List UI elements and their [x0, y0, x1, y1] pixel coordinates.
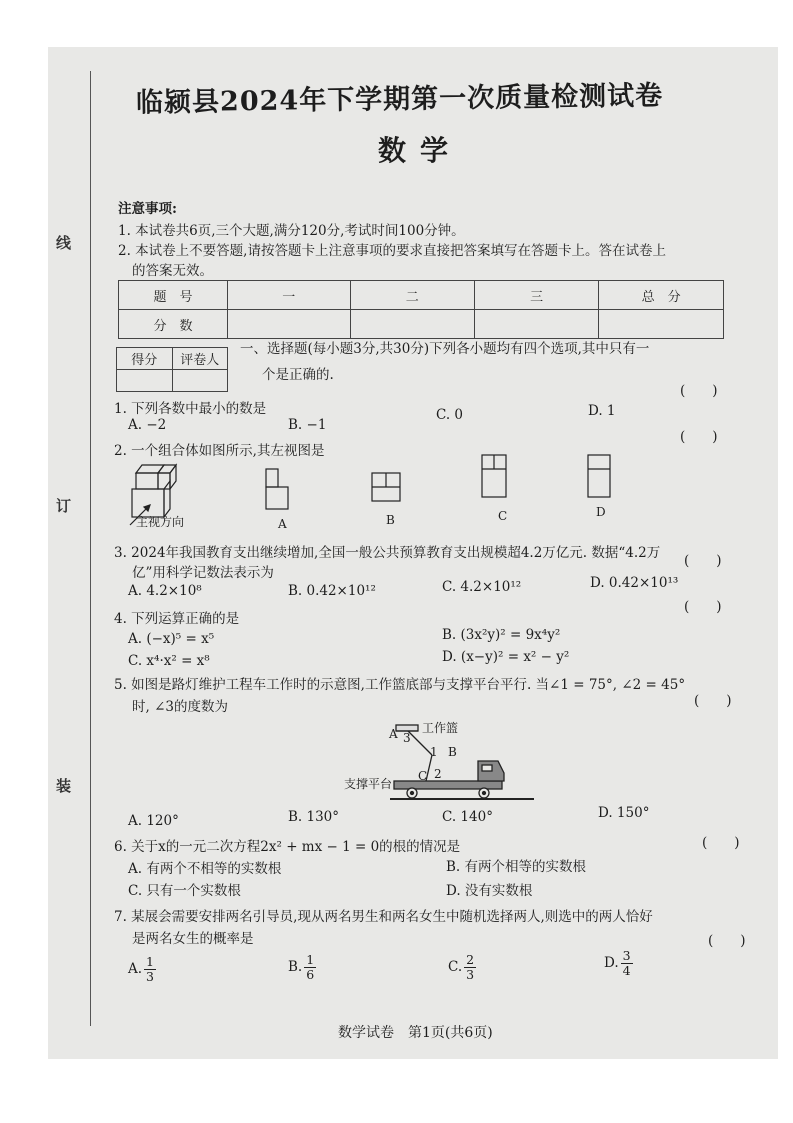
- section1-instruction: 一、选择题(每小题3分,共30分)下列各小题均有四个选项,其中只有一: [240, 341, 650, 357]
- q1-option-d: D. 1: [588, 403, 616, 419]
- q5-angle-3-label: 3: [403, 731, 411, 745]
- q7-option-d: [604, 949, 633, 978]
- q7-option-c-fraction: [464, 953, 476, 982]
- q1-stem: 1. 下列各数中最小的数是: [114, 401, 267, 417]
- q7-option-a-denominator: 3: [146, 969, 154, 984]
- q4-option-c: C. x⁴·x² = x⁸: [128, 653, 210, 669]
- q7-stem: 7. 某展会需要安排两名引导员,现从两名男生和两名女生中随机选择两人,则选中的两人恰好: [114, 909, 653, 925]
- q4-answer-paren: ( ): [684, 599, 722, 615]
- q7-option-d-fraction: [621, 949, 633, 978]
- score-table-row-label: 分 数: [119, 310, 228, 339]
- score-cell-2: [350, 310, 474, 339]
- score-table-header-3: 三: [474, 281, 598, 310]
- q7-stem-cont: 是两名女生的概率是: [132, 931, 254, 947]
- score-cell-total: [599, 310, 724, 339]
- q5-platform-label: 支撑平台: [344, 777, 393, 791]
- q5-stem: 5. 如图是路灯维护工程车工作时的示意图,工作篮底部与支撑平台平行. 当∠1 = 75°, ∠2 = 45°: [114, 677, 686, 693]
- q2-option-c-figure: [480, 453, 510, 503]
- q2-option-b-figure: [370, 471, 402, 505]
- q4-option-b: B. (3x²y)² = 9x⁴y²: [442, 627, 561, 643]
- margin-label-xian: 线: [56, 234, 72, 252]
- q2-option-d-label: D: [596, 505, 606, 519]
- q5-angle-1-label: 1: [430, 745, 438, 759]
- notice-item-1: 1. 本试卷共6页,三个大题,满分120分,考试时间100分钟。: [118, 223, 465, 239]
- q7-option-c-numerator: 2: [466, 952, 475, 967]
- q5-point-b-label: B: [448, 745, 457, 759]
- notice-item-2-cont: 的答案无效。: [132, 263, 213, 279]
- grader-score-label: 得分: [117, 348, 173, 370]
- q6-option-c: C. 只有一个实数根: [128, 883, 241, 899]
- q5-angle-2-label: 2: [434, 767, 442, 781]
- score-table-header-label: 题 号: [119, 281, 228, 310]
- exam-paper: [48, 47, 778, 1059]
- q7-option-d-letter: D.: [604, 955, 619, 971]
- q5-option-c: C. 140°: [442, 809, 493, 825]
- score-table-header-total: 总 分: [599, 281, 724, 310]
- q7-option-b-letter: B.: [288, 959, 303, 975]
- q2-option-a-figure: [262, 467, 292, 511]
- q6-option-a: A. 有两个不相等的实数根: [128, 861, 282, 877]
- q3-option-b: B. 0.42×10¹²: [288, 583, 376, 599]
- q7-option-c: [448, 953, 476, 982]
- q3-option-d: D. 0.42×10¹³: [590, 575, 679, 591]
- q2-answer-paren: ( ): [680, 429, 718, 445]
- q3-stem: 3. 2024年我国教育支出继续增加,全国一般公共预算教育支出规模超4.2万亿元. 数据“4.2万: [114, 545, 661, 561]
- q2-view-direction-label: 主视方向: [136, 515, 185, 529]
- q3-option-c: C. 4.2×10¹²: [442, 579, 522, 595]
- q2-option-c-label: C: [498, 509, 508, 523]
- q5-basket-label: 工作篮: [422, 721, 459, 735]
- q4-option-d: D. (x−y)² = x² − y²: [442, 649, 570, 665]
- q7-option-b: [288, 953, 316, 982]
- q2-stem: 2. 一个组合体如图所示,其左视图是: [114, 443, 325, 459]
- grader-score-cell: [117, 370, 173, 392]
- q2-option-d-figure: [586, 453, 614, 503]
- score-table: [118, 280, 724, 339]
- score-cell-3: [474, 310, 598, 339]
- q7-option-a-fraction: [144, 955, 156, 984]
- q3-option-a: A. 4.2×10⁸: [128, 583, 202, 599]
- q7-option-d-numerator: 3: [622, 948, 631, 963]
- q6-stem: 6. 关于x的一元二次方程2x² + mx − 1 = 0的根的情况是: [114, 839, 461, 855]
- q7-option-c-denominator: 3: [466, 967, 475, 982]
- q7-option-a: [128, 955, 156, 984]
- q7-option-b-denominator: 6: [306, 967, 315, 982]
- q7-option-a-letter: A.: [128, 961, 143, 977]
- score-table-header-2: 二: [350, 281, 474, 310]
- q7-option-d-denominator: 4: [622, 963, 631, 978]
- q5-point-a-label: A: [389, 727, 398, 741]
- q3-answer-paren: ( ): [684, 553, 722, 569]
- q5-stem-cont: 时, ∠3的度数为: [132, 699, 228, 715]
- q7-option-a-numerator: 1: [146, 954, 154, 969]
- q6-option-d: D. 没有实数根: [446, 883, 533, 899]
- section1-instruction-cont: 个是正确的.: [262, 367, 334, 383]
- exam-title: 临颍县2024年下学期第一次质量检测试卷: [135, 80, 664, 119]
- grader-name-cell: [172, 370, 228, 392]
- page-footer: 数学试卷 第1页(共6页): [338, 1025, 493, 1041]
- q5-point-c-label: C: [418, 769, 428, 783]
- q2-option-a-label: A: [278, 517, 287, 531]
- notice-item-2: 2. 本试卷上不要答题,请按答题卡上注意事项的要求直接把答案填写在答题卡上。答在试卷上: [118, 243, 666, 259]
- q1-answer-paren: ( ): [680, 383, 718, 399]
- q6-option-b: B. 有两个相等的实数根: [446, 859, 587, 875]
- q4-option-a: A. (−x)⁵ = x⁵: [128, 631, 215, 647]
- score-table-header-1: 一: [228, 281, 350, 310]
- q5-option-a: A. 120°: [128, 813, 179, 829]
- q6-answer-paren: ( ): [702, 835, 740, 851]
- q5-answer-paren: ( ): [694, 693, 732, 709]
- q1-option-a: A. −2: [128, 417, 167, 433]
- score-cell-1: [228, 310, 350, 339]
- q2-option-b-label: B: [386, 513, 395, 527]
- q5-option-d: D. 150°: [598, 805, 650, 821]
- q1-option-b: B. −1: [288, 417, 327, 433]
- margin-label-zhuang: 装: [56, 777, 72, 795]
- grader-table: [116, 347, 228, 392]
- binding-line: [90, 71, 91, 1026]
- q7-option-b-fraction: [304, 953, 316, 982]
- q4-stem: 4. 下列运算正确的是: [114, 611, 240, 627]
- grader-name-label: 评卷人: [172, 348, 228, 370]
- q7-answer-paren: ( ): [708, 933, 746, 949]
- subject-title: 数学: [378, 134, 463, 167]
- q7-option-b-numerator: 1: [306, 952, 315, 967]
- q7-option-c-letter: C.: [448, 959, 463, 975]
- margin-label-ding: 订: [56, 497, 72, 515]
- notice-heading: 注意事项:: [118, 201, 177, 217]
- q1-option-c: C. 0: [436, 407, 464, 423]
- q3-stem-cont: 亿”用科学记数法表示为: [132, 565, 274, 581]
- q5-option-b: B. 130°: [288, 809, 340, 825]
